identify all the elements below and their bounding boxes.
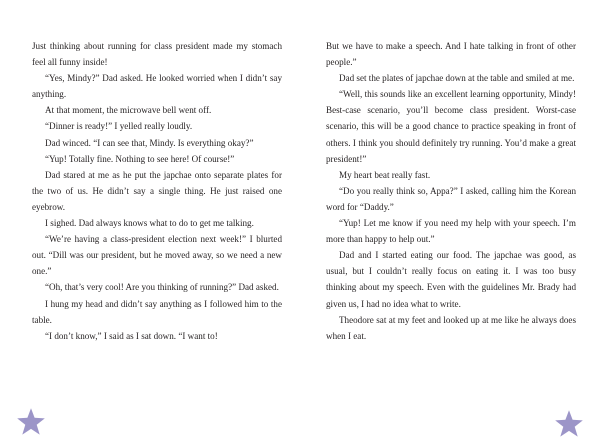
paragraph: But we have to make a speech. And I hate talking in front of other people.”	[326, 41, 576, 68]
right-text-column	[326, 38, 576, 344]
star-icon	[554, 409, 584, 439]
paragraph: My heart beat really fast.	[339, 169, 431, 180]
paragraph: Dad set the plates of japchae down at the table and smiled at me.	[339, 73, 575, 84]
paragraph: “We’re having a class-president election next week!” I blurted out. “Dill was our president, but he moved away, so we need a new one.”	[32, 234, 282, 277]
page-columns	[0, 38, 600, 344]
paragraph: I sighed. Dad always knows what to do to get me talking.	[45, 218, 254, 229]
paragraph: “I don’t know,” I said as I sat down. “I want to!	[45, 330, 218, 341]
paragraph: “Yes, Mindy?” Dad asked. He looked worried when I didn’t say anything.	[32, 73, 282, 100]
paragraph: Dad winced. “I can see that, Mindy. Is everything okay?”	[45, 137, 254, 148]
paragraph: At that moment, the microwave bell went off.	[45, 105, 212, 116]
paragraph: Dad and I started eating our food. The japchae was good, as usual, but I couldn’t really focus on eating it. I was too busy thinking about my speech. Even with the guidelines Mr. Brady had given us, I had no idea what to write.	[326, 250, 576, 309]
paragraph: I hung my head and didn’t say anything as I followed him to the table.	[32, 298, 282, 325]
paragraph: Just thinking about running for class president made my stomach feel all funny inside!	[32, 41, 282, 68]
paragraph: “Do you really think so, Appa?” I asked, calling him the Korean word for “Daddy.”	[326, 185, 576, 212]
paragraph: “Well, this sounds like an excellent learning opportunity, Mindy! Best-case scenario, you’ll become class president. Worst-case scenario, this will be a good chance to practice speaking in front of others. I think you should definitely try running. You’d make a great president!”	[326, 89, 576, 164]
paragraph: “Yup! Let me know if you need my help with your speech. I’m more than happy to help out.”	[326, 218, 576, 245]
left-text-column	[32, 38, 282, 344]
star-icon	[16, 407, 46, 437]
paragraph: Dad stared at me as he put the japchae onto separate plates for the two of us. He didn’t say a single thing. He just raised one eyebrow.	[32, 169, 282, 212]
paragraph: “Yup! Totally fine. Nothing to see here! Of course!”	[45, 153, 235, 164]
paragraph: “Dinner is ready!” I yelled really loudly.	[45, 121, 193, 132]
paragraph: Theodore sat at my feet and looked up at me like he always does when I eat.	[326, 314, 576, 341]
paragraph: “Oh, that’s very cool! Are you thinking of running?” Dad asked.	[45, 282, 279, 293]
